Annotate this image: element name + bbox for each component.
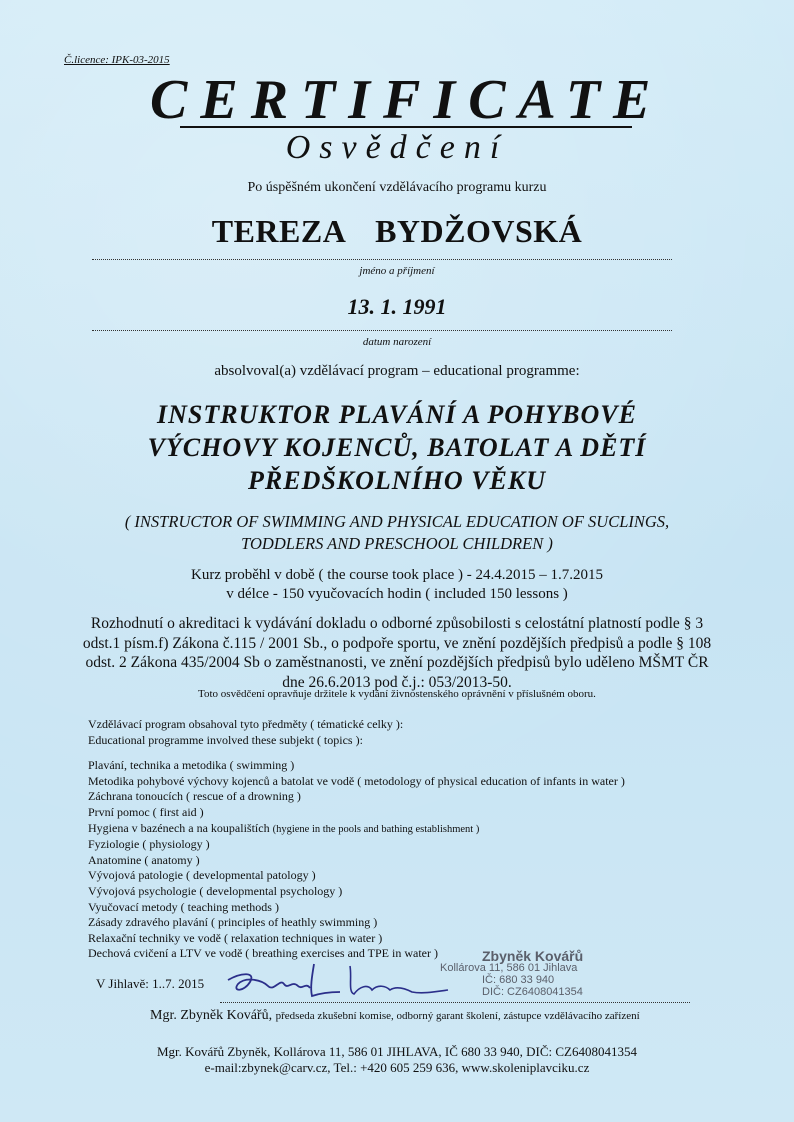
- topic-item: Dechová cvičení a LTV ve vodě ( breathing exercises and TPE in water ): [88, 946, 438, 961]
- course-length: v délce - 150 vyučovacích hodin ( included 150 lessons ): [226, 586, 568, 602]
- topic-item: Zásady zdravého plavání ( principles of heathly swimming ): [88, 915, 378, 930]
- accreditation-line: dne 26.6.2013 pod č.j.: 053/2013-50.: [282, 673, 512, 691]
- footer-address: [0, 1044, 794, 1076]
- handwritten-signature: [222, 958, 452, 1006]
- programme-title-line: INSTRUKTOR PLAVÁNÍ A POHYBOVÉ: [157, 400, 637, 429]
- topic-item: Vývojová patologie ( developmental patology ): [88, 868, 316, 883]
- authorization-note: Toto osvědčení opravňuje držitele k vydání živnostenského oprávnění v příslušném oboru.: [198, 688, 596, 700]
- programme-title-line: PŘEDŠKOLNÍHO VĚKU: [248, 466, 546, 495]
- certificate-subtitle: Osvědčení: [285, 129, 509, 166]
- topic-item: Relaxační techniky ve vodě ( relaxation techniques in water ): [88, 930, 383, 945]
- certificate-title: CERTIFICATE: [150, 69, 664, 131]
- stamp-street: Kollárova 11, 586 01 Jihlava: [440, 962, 578, 974]
- date-of-birth: 13. 1. 1991: [347, 294, 447, 319]
- topic-item: První pomoc ( first aid ): [88, 804, 204, 819]
- holder-name: TEREZA BYDŽOVSKÁ: [211, 213, 583, 249]
- completed-programme-text: absolvoval(a) vzdělávací program – educational programme:: [214, 363, 580, 379]
- stamp-ic: IČ: 680 33 940: [482, 974, 555, 986]
- topic-item: Anatomine ( anatomy ): [88, 852, 200, 867]
- programme-title: [0, 398, 794, 497]
- course-dates: Kurz proběhl v době ( the course took place ) - 24.4.2015 – 1.7.2015: [191, 567, 603, 583]
- licence-number: Č.licence: IPK-03-2015: [64, 54, 170, 66]
- stamp-dic: DIČ: CZ6408041354: [482, 986, 583, 998]
- topic-item: Vyučovací metody ( teaching methods ): [88, 899, 279, 914]
- programme-title-line: VÝCHOVY KOJENCŮ, BATOLAT A DĚTÍ: [147, 433, 647, 462]
- topics-list: [88, 717, 625, 962]
- address-line: Mgr. Kovářů Zbyněk, Kollárova 11, 586 01 JIHLAVA, IČ 680 33 940, DIČ: CZ6408041354: [156, 1044, 637, 1059]
- accreditation-line: odst. 2 Zákona 435/2004 Sb o zaměstnanosti, ve znění pozdějších předpisů bylo uděleno MŠMT ČR: [85, 654, 709, 671]
- topic-item: Vývojová psychologie ( developmental psychology ): [88, 883, 343, 898]
- signer-name: Mgr. Zbyněk Kovářů,: [150, 1008, 273, 1023]
- signature-dotted-line: [220, 1002, 690, 1003]
- topics-intro-cz: Vzdělávací program obsahoval tyto předměty ( tématické celky ):: [88, 717, 404, 731]
- intro-text: Po úspěšném ukončení vzdělávacího programu kurzu: [247, 180, 547, 195]
- name-dotted-line: [92, 259, 672, 260]
- programme-english-line: ( INSTRUCTOR OF SWIMMING AND PHYSICAL EDUCATION OF SUCLINGS,: [124, 512, 670, 531]
- topic-hygiene-cz: Hygiena v bazénech a na koupalištích: [88, 820, 270, 835]
- accreditation-line: Rozhodnutí o akreditaci k vydávání dokladu o odborné způsobilosti s celostátní platností podle § 3: [90, 615, 704, 632]
- topic-item: Plavání, technika a metodika ( swimming ): [88, 758, 295, 773]
- topic-hygiene-en: (hygiene in the pools and bathing establishment ): [272, 823, 480, 835]
- programme-english-line: TODDLERS AND PRESCHOOL CHILDREN ): [241, 534, 553, 553]
- accreditation-text: [80, 614, 714, 692]
- course-details: [0, 566, 794, 604]
- signer-role: předseda zkušební komise, odborný garant školení, zástupce vzdělávacího zařízení: [275, 1010, 640, 1022]
- name-caption: jméno a příjmení: [359, 265, 435, 277]
- dob-caption: datum narození: [362, 336, 432, 348]
- dob-dotted-line: [92, 330, 672, 331]
- topic-item: [88, 821, 625, 838]
- programme-title-english: [0, 511, 794, 555]
- topic-item: Metodika pohybové výchovy kojenců a batolat ve vodě ( metodology of physical education of infants in water ): [88, 773, 625, 788]
- topics-intro-en: Educational programme involved these subjekt ( topics ):: [88, 732, 363, 747]
- topic-item: Fyziologie ( physiology ): [88, 837, 210, 852]
- place-and-date: V Jihlavě: 1..7. 2015: [96, 976, 205, 991]
- signer: [150, 1008, 640, 1024]
- topic-item: Záchrana tonoucích ( rescue of a drowning ): [88, 789, 301, 804]
- stamp-name: Zbyněk Kovářů: [482, 948, 584, 964]
- contact-line: e-mail:zbynek@carv.cz, Tel.: +420 605 259 636, www.skoleniplavciku.cz: [204, 1060, 590, 1075]
- accreditation-line: odst.1 písm.f) Zákona č.115 / 2001 Sb., o podpoře sportu, ve znění pozdějších předpisů a podle § 108: [82, 634, 712, 652]
